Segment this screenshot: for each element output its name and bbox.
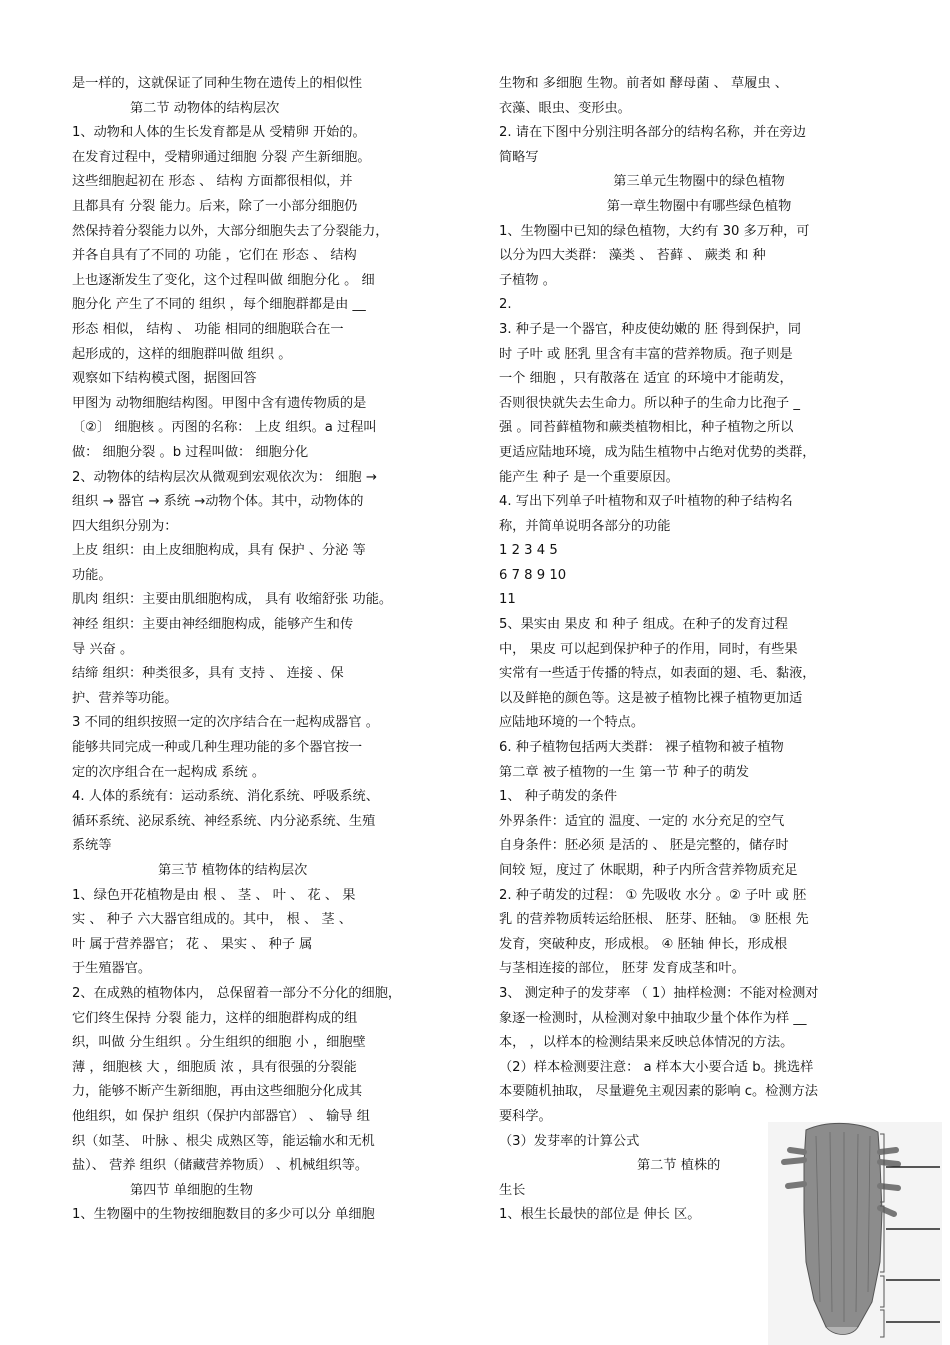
right-column-line: 要科学。 [499, 1108, 552, 1124]
right-column-line: 与茎相连接的部位， 胚芽 发育成茎和叶。 [499, 961, 745, 977]
left-column [72, 72, 467, 1228]
left-column-line: 1、绿色开花植物是由 根 、 茎 、 叶 、 花 、 果 [72, 887, 356, 903]
right-column [499, 72, 899, 1228]
left-column-line: 甲图为 动物细胞结构图。甲图中含有遗传物质的是 [72, 395, 367, 411]
right-column-line: 本， ，以样本的检测结果来反映总体情况的方法。 [499, 1035, 794, 1051]
left-column-line: 观察如下结构模式图，据图回答 [72, 371, 257, 387]
right-column-line: 2. 请在下图中分别注明各部分的结构名称，并在旁边 [499, 125, 806, 141]
left-column-line: 薄 ，细胞核 大 ，细胞质 浓 ，具有很强的分裂能 [72, 1059, 357, 1075]
right-column-line: 自身条件：胚必须 是活的 、 胚是完整的，储存时 [499, 838, 789, 854]
left-column-line: 他组织，如 保护 组织（保护内部器官） 、 输导 组 [72, 1108, 370, 1124]
right-column-line: 衣藻、眼虫、变形虫。 [499, 100, 631, 116]
right-column-line: 应陆地环境的一个特点。 [499, 715, 645, 731]
right-column-line: 第一章生物圈中有哪些绿色植物 [606, 198, 792, 214]
right-column-line: 3、 测定种子的发芽率 （ 1）抽样检测：不能对检测对 [499, 985, 819, 1001]
left-column-line: 4. 人体的系统有：运动系统、消化系统、呼吸系统、 [72, 789, 379, 805]
left-column-line: 循环系统、泌尿系统、神经系统、内分泌系统、生殖 [72, 813, 376, 829]
right-column-line: 生长 [499, 1182, 526, 1198]
left-column-line: 它们终生保持 分裂 能力，这样的细胞群构成的组 [72, 1010, 358, 1026]
left-column-line: 织，叫做 分生组织 。分生组织的细胞 小 ，细胞壁 [72, 1035, 366, 1051]
right-column-line: 象逐一检测时，从检测对象中抽取少量个体作为样 __ [499, 1010, 807, 1026]
right-column-line: 间较 短，度过了 休眠期，种子内所含营养物质充足 [499, 863, 798, 878]
left-column-line: 织（如茎、 叶脉 、根尖 成熟区等，能运输水和无机 [72, 1133, 375, 1149]
right-column-line: 能产生 种子 是一个重要原因。 [499, 469, 679, 485]
right-column-line: 乳 的营养物质转运给胚根、 胚芽、胚轴。 ③ 胚根 先 [499, 912, 809, 928]
right-column-line: 简略写 [499, 149, 539, 165]
right-column-line: 1、 种子萌发的条件 [499, 789, 618, 805]
right-column-line: 第二节 植株的 [637, 1158, 721, 1174]
right-column-line: 2. 种子萌发的过程： ① 先吸收 水分 。② 子叶 或 胚 [499, 887, 807, 903]
left-column-line: 四大组织分别为： [72, 518, 178, 534]
left-column-line: 上皮 组织：由上皮细胞构成，具有 保护 、分泌 等 [72, 543, 366, 559]
left-column-line: 这些细胞起初在 形态 、 结构 方面都很相似，并 [72, 174, 353, 190]
right-column-line: （3）发芽率的计算公式 [499, 1133, 640, 1149]
left-column-line: 〔②〕 细胞核 。丙图的名称： 上皮 组织。a 过程叫 [72, 420, 377, 436]
right-column-line: 中， 果皮 可以起到保护种子的作用，同时，有些果 [499, 641, 798, 657]
right-column-line: 实常有一些适于传播的特点，如表面的翅、毛、黏液， [499, 666, 816, 682]
left-column-line: 叶 属于营养器官； 花 、 果实 、 种子 属 [72, 936, 313, 952]
left-column-line: 功能。 [72, 567, 112, 583]
left-column-line: 能够共同完成一种或几种生理功能的多个器官按一 [72, 740, 363, 756]
left-column-line: 1、生物圈中的生物按细胞数目的多少可以分 单细胞 [72, 1207, 375, 1223]
root-tip-diagram [768, 1122, 942, 1345]
right-column-line: 以及鲜艳的颜色等。这是被子植物比裸子植物更加适 [499, 690, 803, 706]
left-column-line: 3 不同的组织按照一定的次序结合在一起构成器官 。 [72, 715, 379, 731]
right-column-line: 11 [499, 592, 516, 608]
left-column-line: 是一样的，这就保证了同种生物在遗传上的相似性 [72, 76, 363, 91]
left-column-line: 第四节 单细胞的生物 [130, 1182, 253, 1198]
right-column-line: 生物和 多细胞 生物。前者如 酵母菌 、 草履虫 、 [499, 76, 788, 91]
left-column-line: 组织 → 器官 → 系统 →动物个体。其中，动物体的 [72, 494, 364, 510]
left-column-line: 2、动物体的结构层次从微观到宏观依次为： 细胞 → [72, 469, 377, 485]
right-column-line: 3. 种子是一个器官，种皮使幼嫩的 胚 得到保护，同 [499, 321, 802, 337]
left-column-line: 胞分化 产生了不同的 组织 ，每个细胞群都是由 __ [72, 297, 366, 313]
right-column-line: 1、根生长最快的部位是 伸长 区。 [499, 1207, 701, 1223]
left-column-line: 起形成的，这样的细胞群叫做 组织 。 [72, 346, 292, 362]
left-column-line: 第三节 植物体的结构层次 [158, 863, 308, 878]
left-column-line: 护、营养等功能。 [72, 690, 178, 706]
left-column-line: 在发育过程中，受精卵通过细胞 分裂 产生新细胞。 [72, 149, 371, 165]
right-column-line: 外界条件：适宜的 温度、一定的 水分充足的空气 [499, 813, 785, 829]
left-column-line: 做： 细胞分裂 。b 过程叫做： 细胞分化 [72, 444, 309, 460]
left-column-line: 实 、 种子 六大器官组成的。其中， 根 、 茎 、 [72, 912, 352, 928]
left-column-line: 系统等 [72, 838, 112, 854]
left-column-line: 力，能够不断产生新细胞，再由这些细胞分化成其 [72, 1084, 363, 1100]
right-column-line: 一个 细胞 ，只有散落在 适宜 的环境中才能萌发， [499, 371, 793, 387]
right-column-line: 子植物 。 [499, 272, 556, 288]
left-column-line: 1、动物和人体的生长发育都是从 受精卵 开始的。 [72, 125, 366, 141]
left-column-line: 第二节 动物体的结构层次 [130, 100, 280, 116]
left-column-line: 然保持着分裂能力以外，大部分细胞失去了分裂能力， [72, 223, 389, 239]
right-column-line: 更适应陆地环境，成为陆生植物中占绝对优势的类群， [499, 444, 816, 460]
right-column-line: 称，并简单说明各部分的功能 [499, 518, 671, 534]
left-column-line: 肌肉 组织：主要由肌细胞构成， 具有 收缩舒张 功能。 [72, 592, 393, 608]
right-column-line: 强 。同苔藓植物和蕨类植物相比，种子植物之所以 [499, 420, 794, 436]
left-column-line: 盐）、 营养 组织（储藏营养物质） 、机械组织等。 [72, 1158, 369, 1174]
right-column-line: 4. 写出下列单子叶植物和双子叶植物的种子结构名 [499, 494, 793, 510]
left-column-line: 2、在成熟的植物体内， 总保留着一部分不分化的细胞， [72, 985, 402, 1001]
right-column-line: 5、果实由 果皮 和 种子 组成。在种子的发育过程 [499, 617, 788, 633]
right-column-line: 第三单元生物圈中的绿色植物 [613, 174, 785, 190]
right-column-line: 否则很快就失去生命力。所以种子的生命力比孢子 _ [499, 395, 800, 411]
right-column-line: 2. [499, 297, 512, 313]
right-column-line: 发育，突破种皮，形成根。 ④ 胚轴 伸长，形成根 [499, 936, 788, 952]
left-column-line: 于生殖器官。 [72, 961, 152, 977]
right-column-line: 6. 种子植物包括两大类群： 裸子植物和被子植物 [499, 740, 784, 756]
left-column-line: 上也逐渐发生了变化，这个过程叫做 细胞分化 。 细 [72, 272, 375, 288]
right-column-line: （2）样本检测要注意： a 样本大小要合适 b。挑选样 [499, 1059, 814, 1075]
right-column-line: 时 子叶 或 胚乳 里含有丰富的营养物质。孢子则是 [499, 346, 793, 362]
left-column-line: 导 兴奋 。 [72, 641, 134, 657]
right-column-line: 1 2 3 4 5 [499, 543, 558, 559]
right-column-line: 以分为四大类群： 藻类 、 苔藓 、 蕨类 和 种 [499, 248, 766, 264]
left-column-line: 且都具有 分裂 能力。后来，除了一小部分细胞仍 [72, 198, 358, 214]
right-column-line: 6 7 8 9 10 [499, 567, 567, 583]
left-column-line: 神经 组织：主要由神经细胞构成，能够产生和传 [72, 617, 354, 633]
left-column-line: 并各自具有了不同的 功能 ，它们在 形态 、 结构 [72, 248, 357, 264]
left-column-line: 结缔 组织：种类很多，具有 支持 、 连接 、保 [72, 666, 344, 682]
right-column-line: 本要随机抽取， 尽量避免主观因素的影响 c。检测方法 [499, 1084, 818, 1100]
right-column-line: 第二章 被子植物的一生 第一节 种子的萌发 [499, 764, 749, 780]
left-column-line: 形态 相似， 结构 、 功能 相同的细胞联合在一 [72, 321, 344, 337]
right-column-line: 1、生物圈中已知的绿色植物，大约有 30 多万种，可 [499, 223, 810, 239]
left-column-line: 定的次序组合在一起构成 系统 。 [72, 764, 266, 780]
